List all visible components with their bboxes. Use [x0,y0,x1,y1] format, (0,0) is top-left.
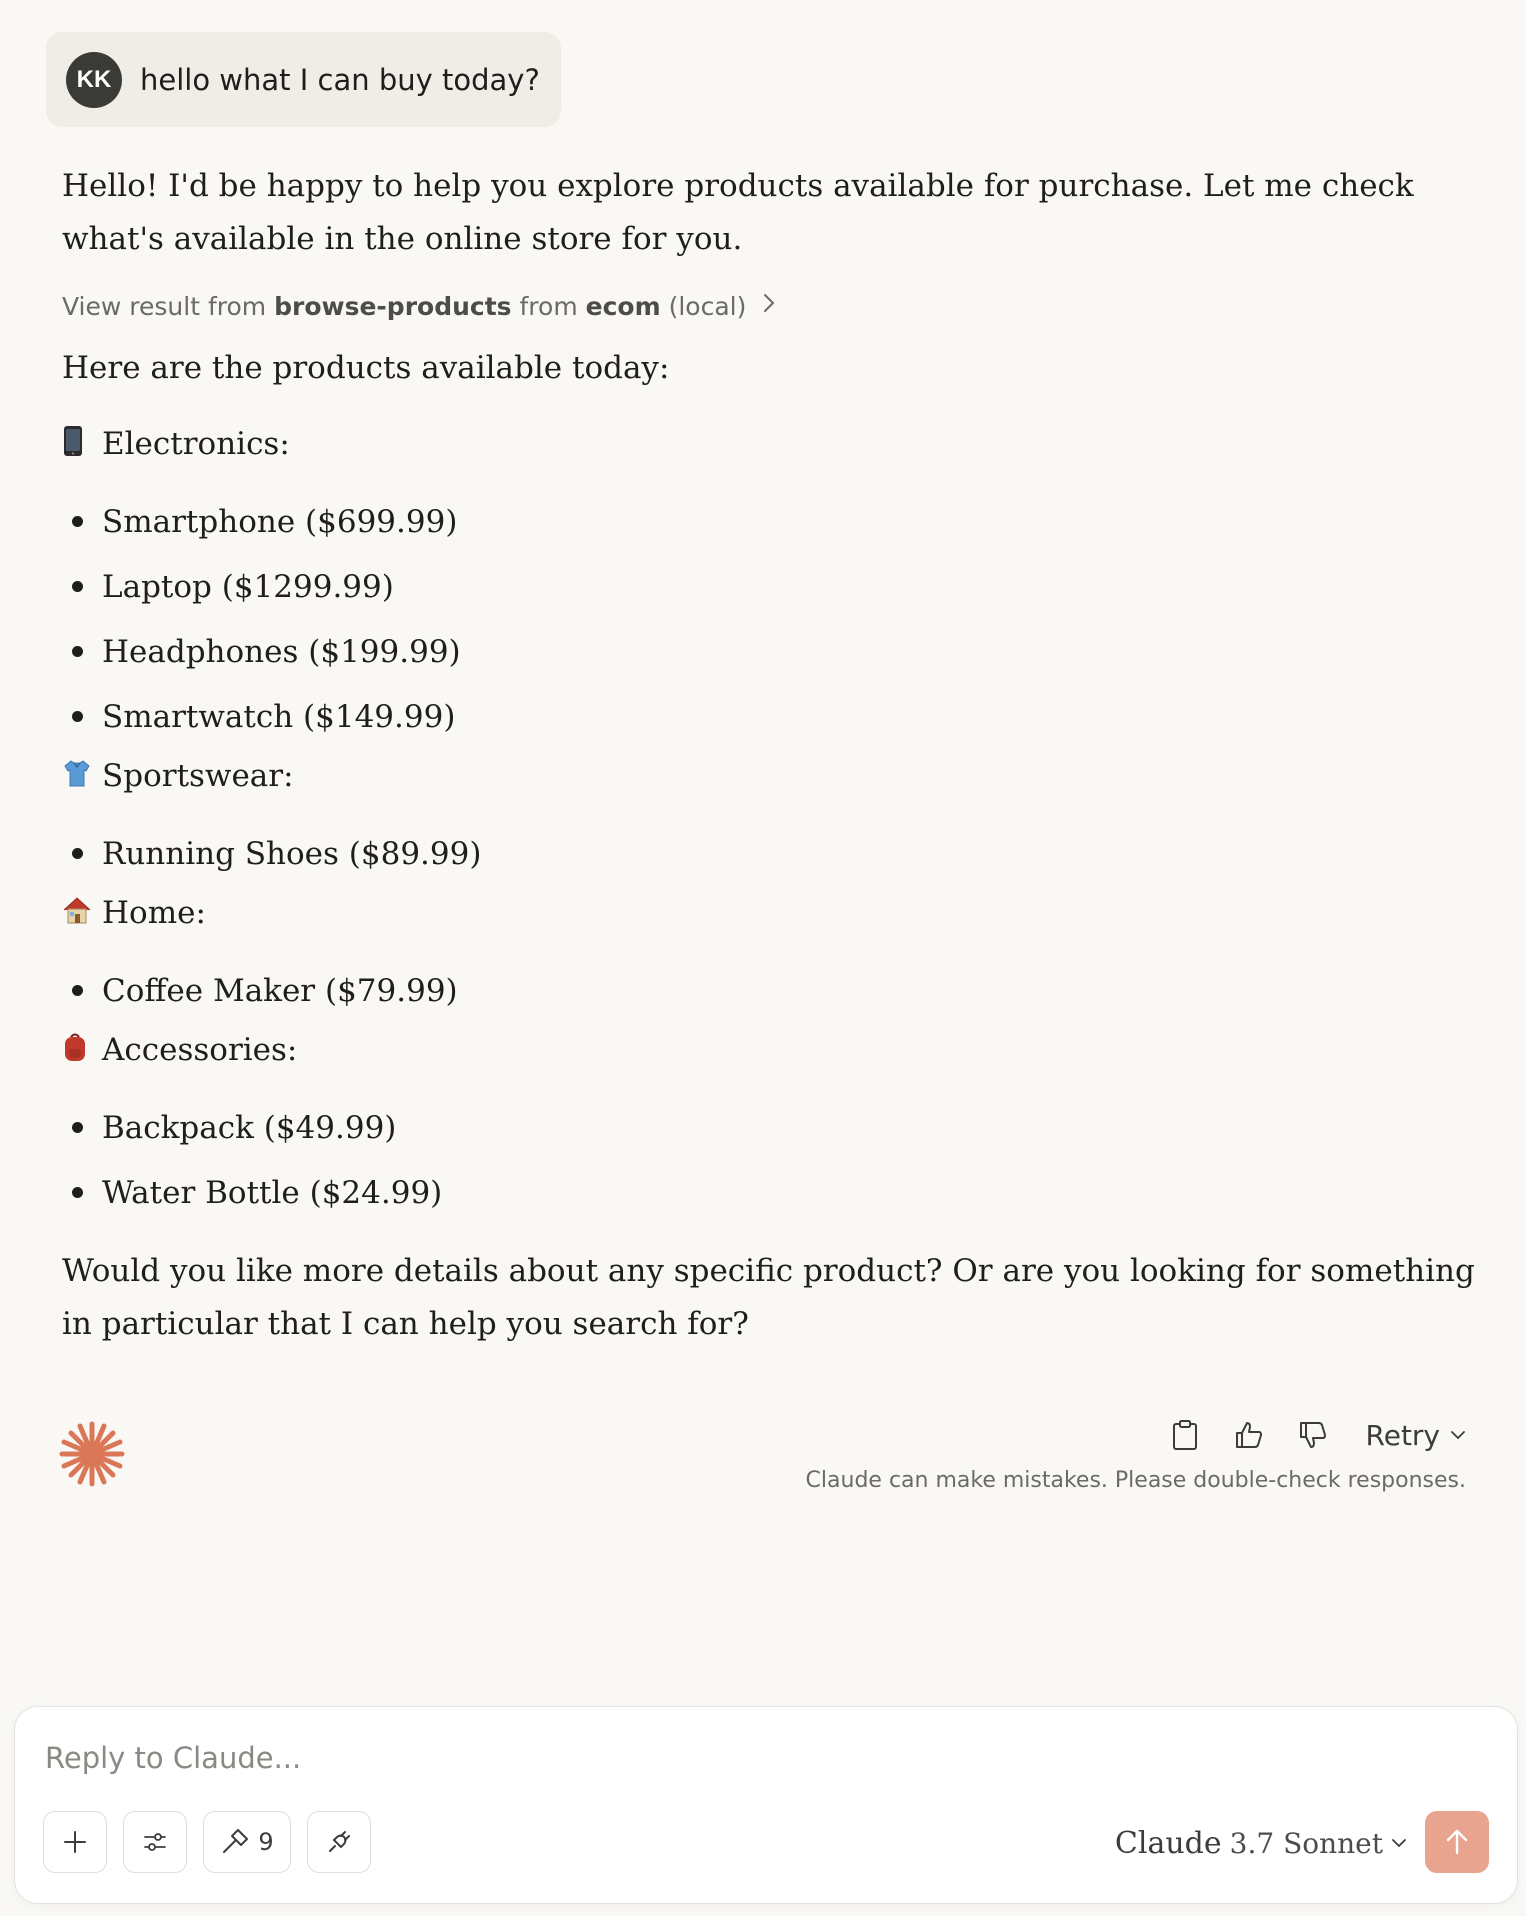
message-actions [1166,1416,1466,1454]
tool-scope: (local) [668,291,747,321]
settings-button[interactable] [123,1811,187,1873]
shirt-icon [62,758,92,795]
list-item: Water Bottle ($24.99) [62,1160,1482,1225]
list-item: Laptop ($1299.99) [62,554,1482,619]
tool-result-link[interactable] [62,286,1482,326]
arrow-up-icon [1445,1828,1469,1856]
reply-input[interactable] [45,1735,1445,1781]
tool-name: browse-products [274,291,512,321]
chevron-down-icon [1391,1838,1407,1848]
tools-count: 9 [258,1828,274,1856]
house-icon [62,895,92,932]
section-title: Sportswear: [102,758,294,794]
tools-button[interactable] [203,1811,291,1873]
clipboard-icon [1171,1419,1199,1451]
send-button[interactable] [1425,1811,1489,1873]
hammer-icon [220,1828,250,1856]
section-sportswear [62,753,1482,799]
list-item: Running Shoes ($89.99) [62,821,1482,886]
chevron-down-icon [1450,1430,1466,1440]
thumbs-up-icon [1233,1419,1265,1451]
plus-icon [62,1829,88,1855]
model-version: 3.7 Sonnet [1229,1826,1383,1860]
thumbs-down-icon [1297,1419,1329,1451]
section-title: Accessories: [102,1032,298,1068]
response-lead: Here are the products available today: [62,350,670,386]
avatar[interactable]: KK [66,52,122,108]
product-list-accessories [62,1095,1482,1225]
list-item: Smartwatch ($149.99) [62,684,1482,749]
add-button[interactable] [43,1811,107,1873]
retry-button[interactable] [1366,1419,1466,1452]
product-list-electronics [62,489,1482,749]
section-title: Home: [102,895,206,931]
model-selector[interactable] [1115,1823,1407,1863]
tool-result-prefix: View result from [62,291,267,321]
list-item: Smartphone ($699.99) [62,489,1482,554]
list-item: Backpack ($49.99) [62,1095,1482,1160]
connect-button[interactable] [307,1811,371,1873]
user-message-text: hello what I can buy today? [140,62,540,97]
retry-label: Retry [1365,1418,1440,1452]
section-home [62,890,1482,936]
user-message-bubble [46,32,561,127]
thumbs-down-button[interactable] [1294,1416,1332,1454]
response-intro: Hello! I'd be happy to help you explore products available for purchase. Let me check what's available in the online store for you. [62,168,1414,257]
response-closing: Would you like more details about any specific product? Or are you looking for something in particular that I can help you search for? [62,1253,1475,1342]
sliders-icon [142,1829,168,1855]
plug-icon [325,1828,353,1856]
phone-icon [62,425,92,464]
backpack-icon [62,1031,92,1070]
copy-button[interactable] [1166,1416,1204,1454]
disclaimer: Claude can make mistakes. Please double-check responses. [805,1468,1466,1493]
section-title: Electronics: [102,426,290,462]
product-list-sportswear [62,821,1482,886]
tool-server: ecom [585,291,661,321]
section-electronics [62,421,1482,467]
section-accessories [62,1027,1482,1073]
thumbs-up-button[interactable] [1230,1416,1268,1454]
model-name: Claude [1114,1825,1222,1861]
claude-logo-icon [58,1420,126,1488]
chevron-right-icon [762,292,776,320]
product-list-home [62,958,1482,1023]
tool-result-from: from [519,291,578,321]
assistant-response [62,160,1482,1351]
list-item: Coffee Maker ($79.99) [62,958,1482,1023]
composer [14,1706,1518,1904]
list-item: Headphones ($199.99) [62,619,1482,684]
